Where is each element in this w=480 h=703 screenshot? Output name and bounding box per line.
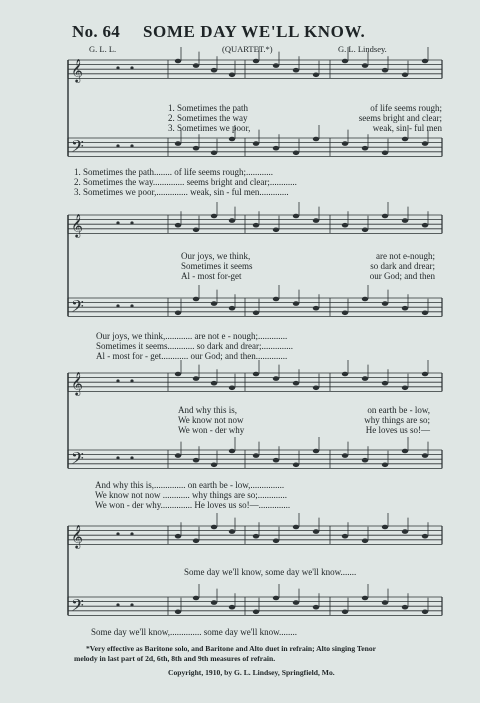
system2-upper-left: Our joys, we think, Sometimes it seems Al - most for-get <box>181 251 253 281</box>
hymn-title: SOME DAY WE'LL KNOW. <box>143 22 366 41</box>
bass-clef-icon: 𝄢 <box>71 296 84 320</box>
treble-clef-icon: 𝄞 <box>71 58 83 82</box>
system1-upper-left: 1. Sometimes the path 2. Sometimes the way 3. Sometimes we poor, <box>168 103 251 133</box>
arrangement-note: (QUARTET.*) <box>222 44 273 54</box>
note-group-4 <box>116 285 428 315</box>
bass-clef-icon: 𝄢 <box>71 595 84 619</box>
note-group-8 <box>116 584 428 614</box>
system3-upper-left: And why this is, We know not now We won - der why <box>178 405 245 435</box>
hymn-number: No. 64 <box>72 22 121 41</box>
system4-lower-lyrics: Some day we'll know,.............. some day we'll know........ <box>91 627 298 637</box>
composer-name: G. L. Lindsey. <box>338 44 387 54</box>
treble-clef-icon: 𝄞 <box>71 213 83 237</box>
system2-lower-lyrics: Our joys, we think,............ are not e - nough;............. Sometimes it seems............ so dark and drear;.............. Al - most for - get............ our God; and then.............. <box>96 331 293 361</box>
note-group-6 <box>116 437 428 467</box>
treble-clef-icon: 𝄞 <box>71 524 83 548</box>
system2-upper-right: are not e-nough; so dark and drear; our God; and then <box>369 251 435 281</box>
performance-note-line2: melody in last part of 2d, 6th, 8th and 9th measures of refrain. <box>74 654 276 663</box>
note-group-1 <box>116 47 428 77</box>
note-group-7 <box>116 513 428 543</box>
lyricist-initials: G. L. L. <box>89 44 117 54</box>
copyright-line: Copyright, 1910, by G. L. Lindsey, Springfield, Mo. <box>168 668 335 677</box>
note-group-5 <box>116 360 428 390</box>
system1-upper-right: of life seems rough; seems bright and clear; weak, sin - ful men <box>358 103 442 133</box>
system1-lower-lyrics: 1. Sometimes the path........ of life seems rough;............ 2. Sometimes the way.............. seems bright and clear;............ 3. Sometimes we poor,.............. weak, sin - ful men............. <box>74 167 297 197</box>
system4-upper-lyrics: Some day we'll know, some day we'll know....... <box>184 567 357 577</box>
system3-lower-lyrics: And why this is,.............. on earth be - low,............... We know not now ............ why things are so;............. We won - der why.............. He loves us so!—.............. <box>95 480 291 510</box>
system3-upper-right: on earth be - low, why things are so; He loves us so!— <box>364 405 430 435</box>
performance-note-line1: *Very effective as Baritone solo, and Baritone and Alto duet in refrain; Alto singing Tenor <box>86 644 377 653</box>
bass-clef-icon: 𝄢 <box>71 448 84 472</box>
bass-clef-icon: 𝄢 <box>71 136 84 160</box>
note-group-3 <box>116 202 428 232</box>
treble-clef-icon: 𝄞 <box>71 371 83 395</box>
